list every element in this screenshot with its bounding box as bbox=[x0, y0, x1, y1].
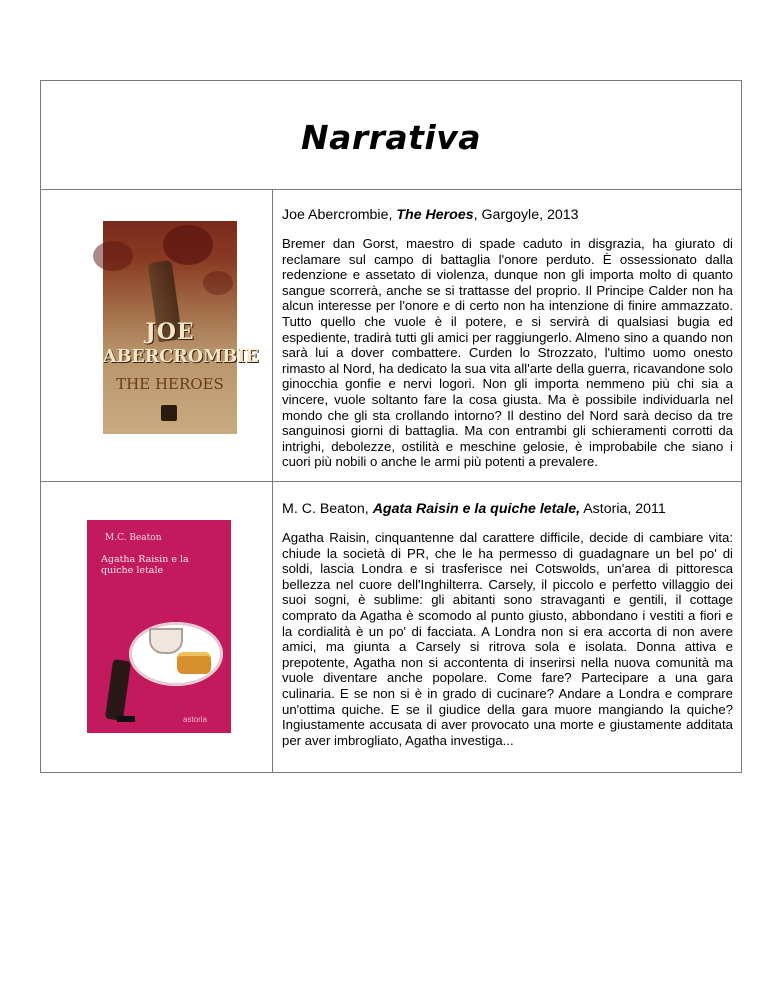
book-row-2 bbox=[41, 482, 741, 772]
teacup-icon bbox=[149, 628, 183, 654]
book-cover-image bbox=[103, 221, 259, 434]
book-publisher: , Gargoyle, 2013 bbox=[473, 207, 579, 223]
book-cover-image bbox=[87, 520, 231, 733]
cover-cell bbox=[41, 482, 273, 772]
book-author: M. C. Beaton, bbox=[282, 501, 373, 517]
book-description: Bremer dan Gorst, maestro di spade caduto in disgrazia, ha giurato di reclamare sul campo di battaglia l'onore perduto. È ossessionato dalla redenzione e assetato di violenza, dunque non gli importa molto di quanto sangue scorrerà, anche se si trattasse del proprio. Il Principe Calder non ha alcun interesse per l'onore e di certo non ha intenzione di finire ammazzato. Tutto quello che vuole è il potere, e si servirà di qualsiasi bugia ed espediente, tradirà tutti gli amici per raggiungerlo. Almeno sino a quando non sarà lui a dover combattere. Curden lo Strozzato, l'ultimo uomo onesto rimasto al Nord, ha dedicato la sua vita all'arte della guerra, ricavandone solo ginocchia gonfie e nervi logori. Non gli importa nemmeno più chi sia a vincere, vuole soltanto fare la cosa giusta. Ma è possibile individuarla nel mondo che gli sta crollando intorno? Il destino del Nord sarà deciso da tre sanguinosi giorni di battaglia. Ma con entrambi gli schieramenti corrotti da intrighi, debolezze, ostilità e meschine gelosie, è improbabile che siano i cuori più nobili o anche le armi più potenti a prevalere. bbox=[282, 236, 733, 470]
book-heading bbox=[282, 206, 733, 224]
book-title: The Heroes bbox=[396, 207, 474, 223]
cover-publisher: astoria bbox=[183, 715, 208, 724]
book-row-1 bbox=[41, 190, 741, 482]
book-text-cell bbox=[273, 190, 741, 481]
cover-author: M.C. Beaton bbox=[105, 533, 162, 543]
cover-author-last: ABERCROMBIE bbox=[103, 347, 259, 367]
page-title: Narrativa bbox=[300, 117, 482, 157]
book-author: Joe Abercrombie, bbox=[282, 207, 397, 223]
title-row bbox=[41, 81, 741, 190]
book-text-cell bbox=[273, 482, 741, 772]
cover-title: THE HEROES bbox=[116, 375, 224, 393]
cover-title: Agatha Raisin e la quiche letale bbox=[101, 554, 189, 576]
cover-cell bbox=[41, 190, 273, 481]
book-description: Agatha Raisin, cinquantenne dal carattere difficile, decide di cambiare vita: chiude la società di PR, che le ha permesso di guadagnare un bel po' di soldi, lascia Londra e si trasferisce nei Cotswolds, un'area di pittoresca bellezza nel cuore dell'Inghilterra. Carsely, il piccolo e perfetto villaggio dei suoi sogni, è sublime: gli abitanti sono stravaganti e gentili, il cottage comprato da Agatha è scomodo al punto giusto, abbondano i vestiti a fiori e la cordialità è un po' di facciata. A Londra non si era accorta di non avere amici, ma giunta a Carsely si ritrova sola e isolata. Donna attiva e prepotente, Agatha non si accontenta di inserirsi nella nuova comunità ma vuole diventare anche popolare. Come fare? Partecipare a una gara culinaria. E se non si è in grado di cucinare? Andare a Londra e comprare un'ottima quiche. E se il giudice della gara muore mangiando la quiche? Ingiustamente accusata di aver provocato una morte e giustamente additata per aver imbrogliato, Agatha investiga... bbox=[282, 530, 733, 748]
publisher-logo-icon bbox=[161, 405, 177, 421]
narrativa-table bbox=[40, 80, 742, 773]
cover-author-first: JOE bbox=[145, 319, 195, 345]
book-heading bbox=[282, 500, 733, 518]
book-title: Agata Raisin e la quiche letale, bbox=[372, 501, 581, 517]
book-publisher: Astoria, 2011 bbox=[580, 501, 666, 517]
quiche-icon bbox=[177, 652, 211, 674]
